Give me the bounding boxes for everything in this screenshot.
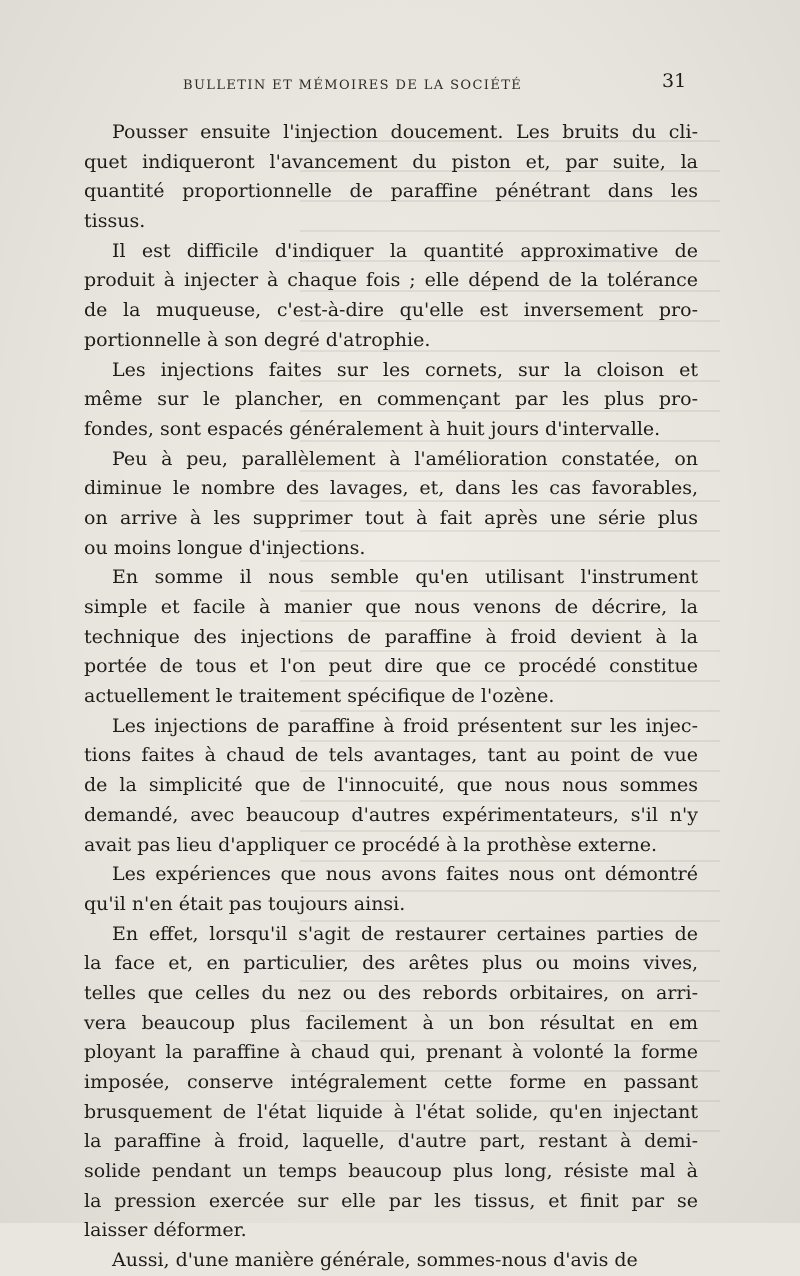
text-line: En effet, lorsqu'il s'agit de restaurer certaines parties de (112, 922, 698, 945)
text-line: simple et facile à manier que nous venons de décrire, la (84, 596, 698, 618)
paragraph (84, 237, 698, 356)
text-line: brusquement de l'état liquide à l'état solide, qu'en injectant (84, 1100, 698, 1123)
text-line: ployant la paraffine à chaud qui, prenant à volonté la forme (84, 1041, 698, 1064)
text-line: produit à injecter à chaque fois ; elle dépend de la tolérance (84, 269, 698, 292)
text-line: Les expériences que nous avons faites nous ont démontré (112, 863, 698, 886)
paragraph (84, 1246, 698, 1276)
text-line: fondes, sont espacés généralement à huit jours d'intervalle. (84, 417, 661, 440)
paragraph (84, 920, 698, 1247)
text-line: technique des injections de paraffine à froid devient à la (84, 625, 698, 648)
text-line: En somme il nous semble qu'en utilisant l'instrument (112, 566, 698, 589)
text-line: tissus. (84, 210, 146, 233)
running-head: BULLETIN ET MÉMOIRES DE LA SOCIÉTÉ (183, 78, 523, 93)
text-line: ou moins longue d'injections. (84, 536, 366, 559)
text-line: la face et, en particulier, des arêtes plus ou moins vives, (84, 952, 698, 975)
text-line: la pression exercée sur elle par les tissus, et finit par se (84, 1189, 698, 1212)
text-line: on arrive à les supprimer tout à fait après une série plus (84, 506, 698, 529)
text-line: Les injections de paraffine à froid présentent sur les injec- (112, 714, 698, 737)
text-line: même sur le plancher, en commençant par les plus pro- (84, 388, 698, 411)
body-text (84, 118, 698, 1276)
text-line: portée de tous et l'on peut dire que ce procédé constitue (84, 655, 698, 678)
text-line: tions faites à chaud de tels avantages, tant au point de vue (84, 744, 698, 767)
text-line: quet indiqueront l'avancement du piston et, par suite, la (84, 150, 698, 173)
text-line: de la simplicité que de l'innocuité, que nous nous sommes (84, 774, 698, 797)
text-line: de la muqueuse, c'est-à-dire qu'elle est inversement pro- (84, 299, 698, 322)
page-number: 31 (662, 70, 687, 92)
text-line: demandé, avec beaucoup d'autres expérimentateurs, s'il n'y (84, 803, 698, 826)
page-header (0, 70, 800, 100)
text-line: Pousser ensuite l'injection doucement. Les bruits du cli- (112, 121, 698, 143)
text-line: Aussi, d'une manière générale, sommes-nous d'avis de (112, 1249, 638, 1272)
paragraph (84, 563, 698, 711)
text-line: Les injections faites sur les cornets, sur la cloison et (112, 358, 698, 381)
text-line: qu'il n'en était pas toujours ainsi. (84, 892, 406, 915)
text-line: solide pendant un temps beaucoup plus long, résiste mal à (84, 1160, 698, 1183)
text-line: imposée, conserve intégralement cette forme en passant (84, 1071, 698, 1093)
text-line: quantité proportionnelle de paraffine pénétrant dans les (84, 180, 698, 203)
text-line: diminue le nombre des lavages, et, dans les cas favorables, (84, 477, 698, 500)
paragraph (84, 118, 698, 237)
text-line: la paraffine à froid, laquelle, d'autre part, restant à demi- (84, 1130, 698, 1153)
text-line: portionnelle à son degré d'atrophie. (84, 328, 431, 351)
text-line: laisser déformer. (84, 1219, 247, 1242)
text-line: vera beaucoup plus facilement à un bon résultat en em (84, 1011, 698, 1034)
text-line: Peu à peu, parallèlement à l'amélioration constatée, on (112, 447, 698, 470)
text-line: actuellement le traitement spécifique de l'ozène. (84, 685, 555, 708)
text-line: telles que celles du nez ou des rebords orbitaires, on arri- (84, 981, 698, 1004)
paragraph (84, 445, 698, 564)
text-line: avait pas lieu d'appliquer ce procédé à la prothèse externe. (84, 833, 658, 856)
paragraph (84, 356, 698, 445)
paragraph (84, 712, 698, 860)
text-line: Il est difficile d'indiquer la quantité approximative de (112, 239, 698, 262)
paragraph (84, 860, 698, 919)
